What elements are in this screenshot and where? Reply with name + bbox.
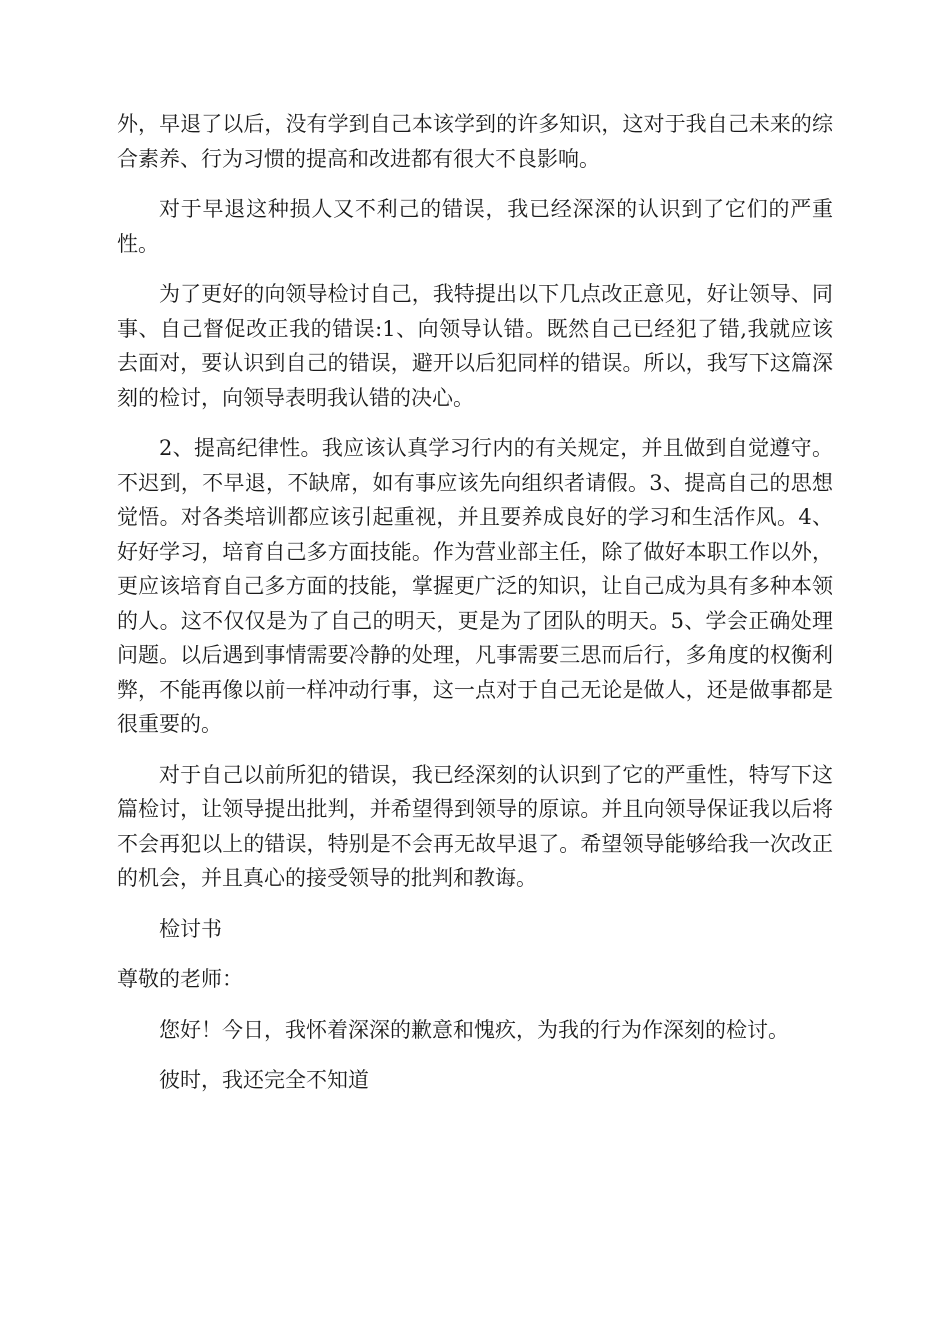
paragraph-improvement-2-5: 2、提高纪律性。我应该认真学习行内的有关规定，并且做到自觉遵守。不迟到，不早退，不缺席，如有事应该先向组织者请假。3、提高自己的思想觉悟。对各类培训都应该引起重视，并且要养成良好的学习和生活作风。4、好好学习，培育自己多方面技能。作为营业部主任，除了做好本职工作以外，更应该培育自己多方面的技能，掌握更广泛的知识，让自己成为具有多种本领的人。这不仅仅是为了自己的明天，更是为了团队的明天。5、学会正确处理问题。以后遇到事情需要冷静的处理，凡事需要三思而后行，多角度的权衡利弊，不能再像以前一样冲动行事，这一点对于自己无论是做人，还是做事都是很重要的。 — [117, 436, 833, 736]
document-page — [117, 107, 833, 1114]
trailing-paragraph: 彼时，我还完全不知道 — [159, 1068, 369, 1092]
paragraph-seriousness: 对于早退这种损人又不利己的错误，我已经深深的认识到了它们的严重性。 — [117, 197, 833, 256]
paragraph-improvement-1: 为了更好的向领导检讨自己，我特提出以下几点改正意见，好让领导、同事、自己督促改正我的错误:1、向领导认错。既然自己已经犯了错,我就应该去面对，要认识到自己的错误，避开以后犯同样的错误。所以，我写下这篇深刻的检讨，向领导表明我认错的决心。 — [117, 282, 833, 410]
section-title: 检讨书 — [159, 916, 222, 941]
greeting-paragraph: 您好！今日，我怀着深深的歉意和愧疚，为我的行为作深刻的检讨。 — [159, 1017, 789, 1042]
paragraph-conclusion: 对于自己以前所犯的错误，我已经深刻的认识到了它的严重性，特写下这篇检讨，让领导提出批判，并希望得到领导的原谅。并且向领导保证我以后将不会再犯以上的错误，特别是不会再无故早退了。希望领导能够给我一次改正的机会，并且真心的接受领导的批判和教诲。 — [117, 762, 833, 890]
paragraph-continuation: 外，早退了以后，没有学到自己本该学到的许多知识，这对于我自己未来的综合素养、行为习惯的提高和改进都有很大不良影响。 — [117, 112, 833, 171]
salutation: 尊敬的老师： — [117, 967, 243, 991]
